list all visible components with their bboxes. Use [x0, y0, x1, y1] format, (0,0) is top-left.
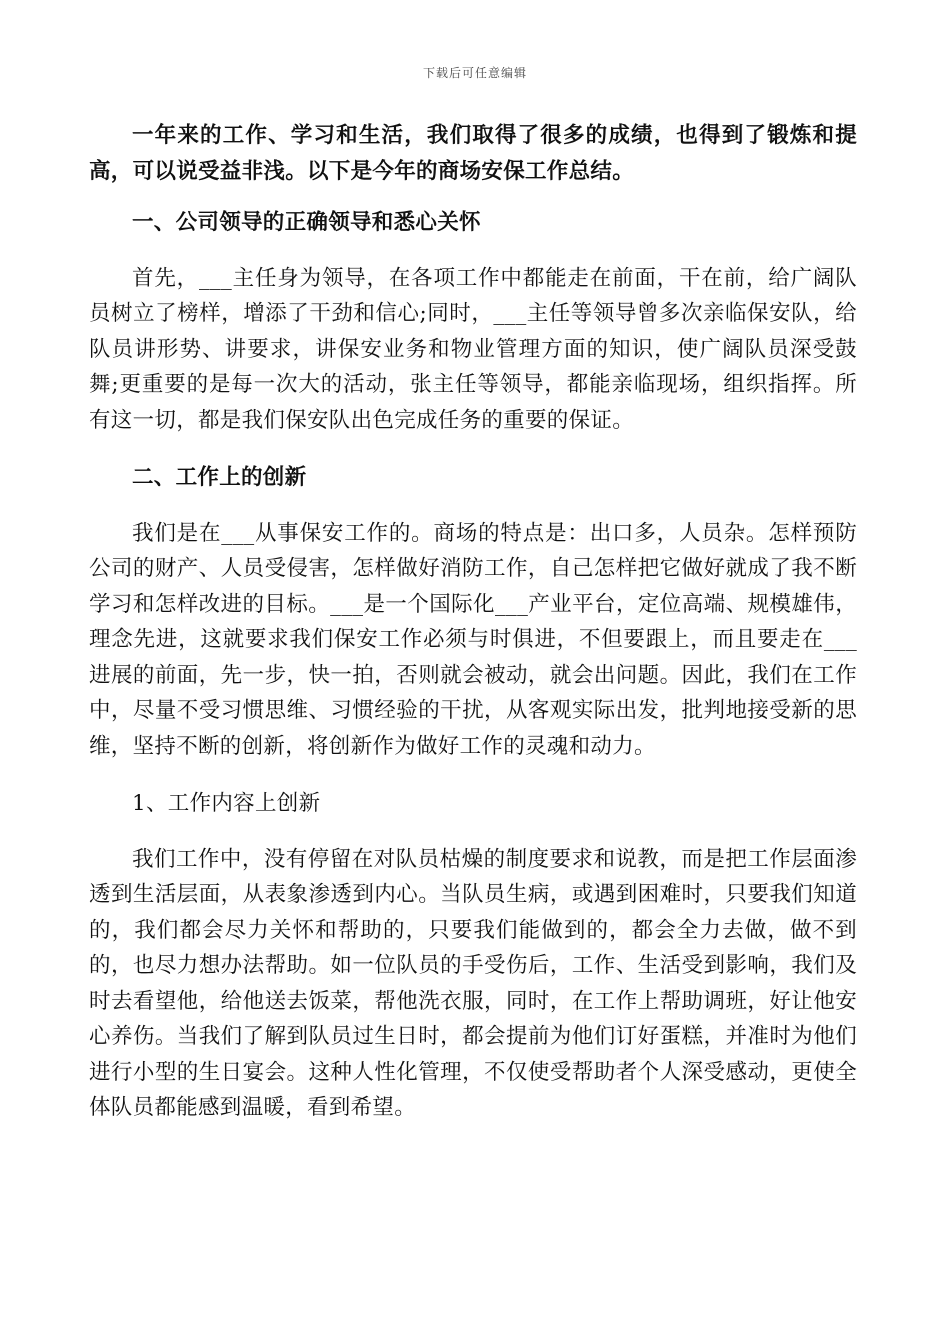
section-body-2: 我们是在___从事保安工作的。商场的特点是：出口多，人员杂。怎样预防公司的财产、人员受侵害，怎样做好消防工作，自己怎样把它做好就成了我不断学习和怎样改进的目标。___是一个国际化___产业平台，定位高端、规模雄伟，理念先进，这就要求我们保安工作必须与时俱进，不但要跟上，而且要走在___进展的前面，先一步，快一拍，否则就会被动，就会出问题。因此，我们在工作中，尽量不受习惯思维、习惯经验的干扰，从客观实际出发，批判地接受新的思维，坚持不断的创新，将创新作为做好工作的灵魂和动力。 — [89, 520, 857, 759]
document-body — [89, 118, 857, 1126]
subsection-body-1: 我们工作中，没有停留在对队员枯燥的制度要求和说教，而是把工作层面渗透到生活层面，从表象渗透到内心。当队员生病，或遇到困难时，只要我们知道的，我们都会尽力关怀和帮助的，只要我们能做到的，都会全力去做，做不到的，也尽力想办法帮助。如一位队员的手受伤后，工作、生活受到影响，我们及时去看望他，给他送去饭菜，帮他洗衣服，同时，在工作上帮助调班，好让他安心养伤。当我们了解到队员过生日时，都会提前为他们订好蛋糕，并准时为他们进行小型的生日宴会。这种人性化管理，不仅使受帮助者个人深受感动，更使全体队员都能感到温暖，看到希望。 — [89, 846, 857, 1120]
section-heading-2: 二、工作上的创新 — [132, 465, 307, 490]
section-body-1: 首先，___主任身为领导，在各项工作中都能走在前面，干在前，给广阔队员树立了榜样，增添了干劲和信心;同时，___主任等领导曾多次亲临保安队，给队员讲形势、讲要求，讲保安业务和物业管理方面的知识，使广阔队员深受鼓舞;更重要的是每一次大的活动，张主任等领导，都能亲临现场，组织指挥。所有这一切，都是我们保安队出色完成任务的重要的保证。 — [89, 265, 857, 433]
page-header: 下载后可任意编辑 — [422, 66, 527, 80]
intro-paragraph: 一年来的工作、学习和生活，我们取得了很多的成绩，也得到了锻炼和提高，可以说受益非浅。以下是今年的商场安保工作总结。 — [89, 123, 857, 184]
section-heading-1: 一、公司领导的正确领导和悉心关怀 — [132, 210, 481, 235]
subsection-heading-1: 1、工作内容上创新 — [132, 791, 321, 816]
